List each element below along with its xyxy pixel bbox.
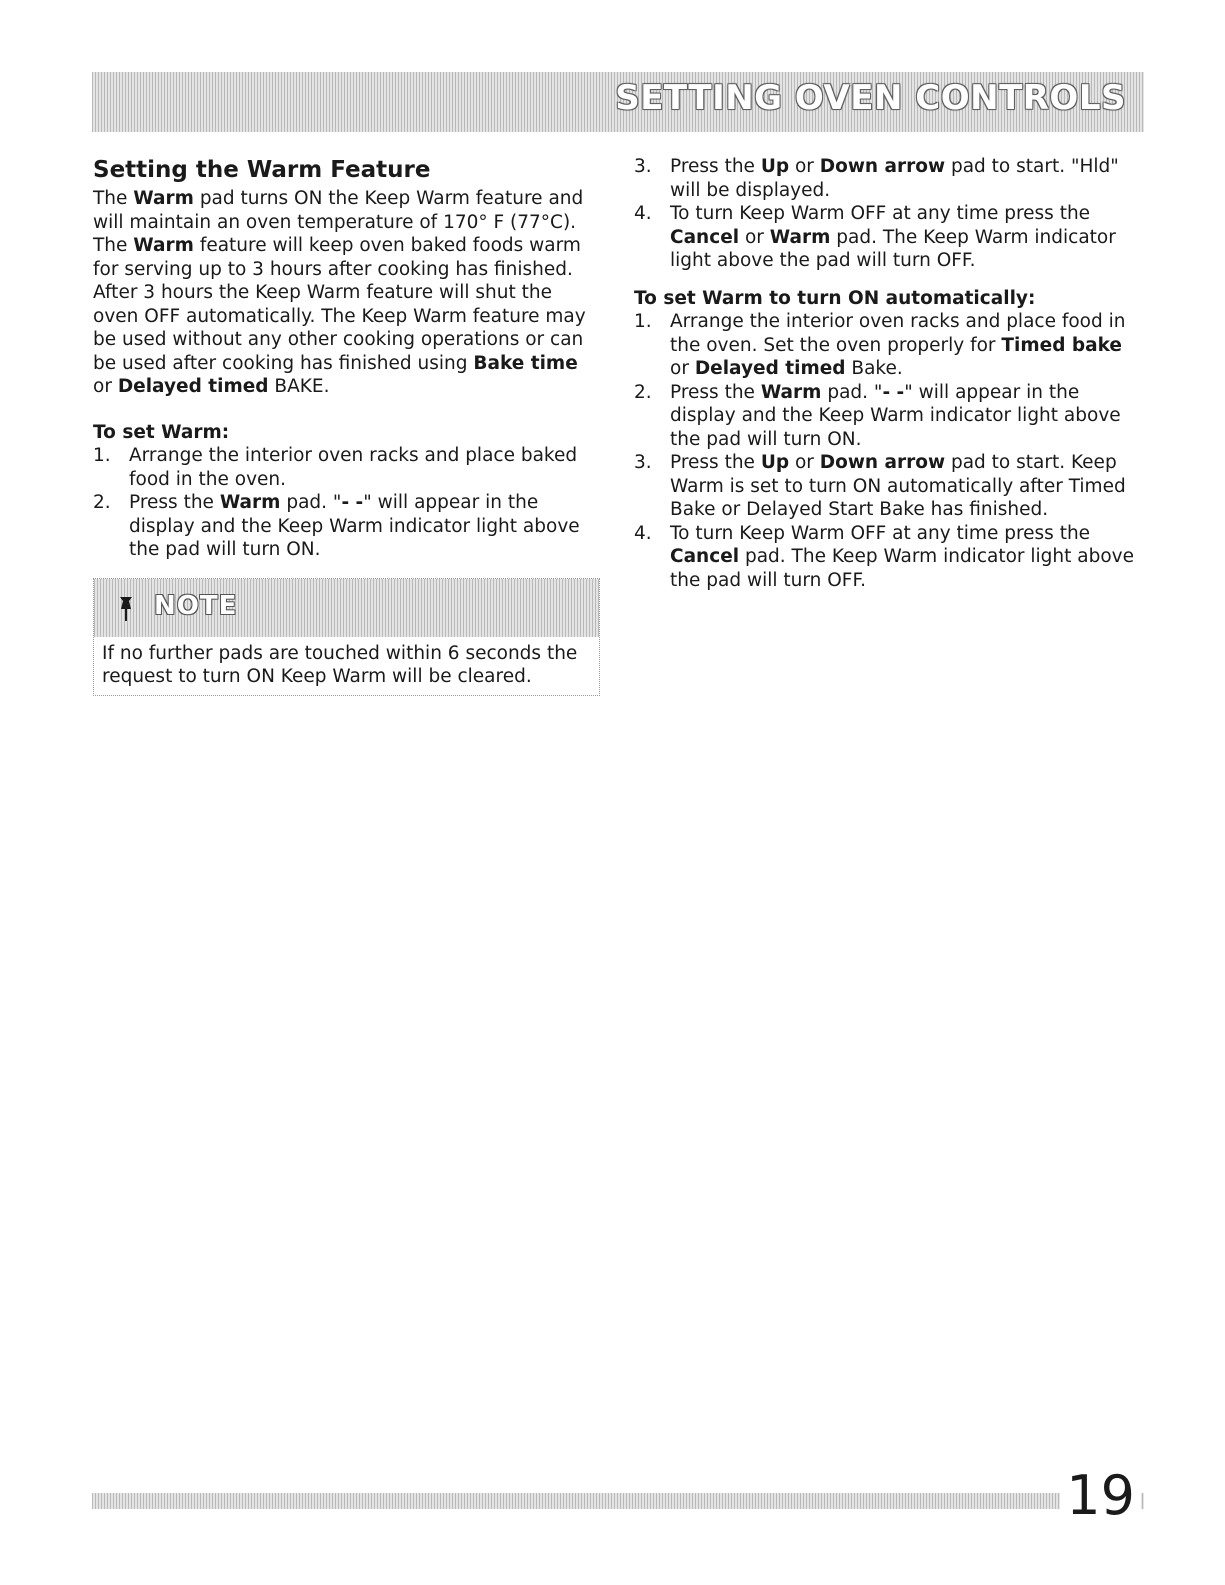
step-item: 2. Press the Warm pad. "- -" will appear in the display and the Keep Warm indicator light above the pad will turn ON.	[634, 381, 1121, 450]
steps-continued	[634, 155, 1146, 273]
note-box	[93, 578, 600, 696]
bold-term: Up	[760, 452, 790, 473]
header-band	[92, 72, 1144, 132]
step-number: 4.	[634, 203, 652, 224]
bold-term: Delayed timed	[694, 358, 846, 379]
step-number: 1.	[93, 445, 111, 466]
step-item: 2. Press the Warm pad. "- -" will appear in the display and the Keep Warm indicator light above the pad will turn ON.	[93, 492, 580, 560]
subheading-set-warm: To set Warm:	[93, 421, 230, 443]
step-number: 1.	[634, 311, 652, 332]
step-item: 4. To turn Keep Warm OFF at any time press the Cancel pad. The Keep Warm indicator light above the pad will turn OFF.	[634, 522, 1134, 591]
bold-term: Cancel	[670, 226, 740, 248]
bold-term: - -	[341, 492, 364, 513]
bold-term: Warm	[219, 492, 281, 513]
note-label: NOTE	[154, 590, 238, 621]
bold-term: - -	[882, 381, 905, 403]
bold-term: Bake time	[473, 352, 578, 374]
right-column	[634, 155, 1146, 592]
step-number: 2.	[93, 492, 111, 513]
bold-term: Down arrow	[819, 452, 946, 473]
pushpin-icon	[116, 595, 136, 623]
step-item: 4. To turn Keep Warm OFF at any time press the Cancel or Warm pad. The Keep Warm indicator light above the pad will turn OFF.	[634, 203, 1116, 271]
bold-term: Delayed timed	[117, 376, 269, 397]
page-header-title: SETTING OVEN CONTROLS	[615, 78, 1126, 118]
step-number: 3.	[634, 452, 652, 473]
step-item: 3. Press the Up or Down arrow pad to start. Keep Warm is set to turn ON automatically after Timed Bake or Delayed Start Bake has finished.	[634, 452, 1126, 520]
bold-term: Warm	[133, 235, 194, 256]
steps-set-warm	[93, 444, 598, 562]
step-number: 2.	[634, 381, 652, 403]
page-number: 19	[1060, 1466, 1141, 1526]
step-item: 3. Press the Up or Down arrow pad to start. "Hld" will be displayed.	[634, 156, 1119, 201]
bold-term: Warm	[760, 381, 822, 403]
bold-term: Cancel	[670, 546, 740, 567]
note-text: If no further pads are touched within 6 seconds the request to turn ON Keep Warm will be cleared.	[102, 642, 578, 687]
note-header	[94, 579, 599, 637]
steps-auto-warm	[634, 310, 1146, 592]
footer-band	[92, 1493, 1144, 1509]
subheading-auto-warm: To set Warm to turn ON automatically:	[634, 287, 1036, 309]
left-column	[93, 155, 598, 696]
step-item: 1. Arrange the interior oven racks and place baked food in the oven.	[93, 445, 578, 490]
bold-term: Down arrow	[819, 156, 946, 177]
bold-term: Up	[760, 156, 790, 177]
bold-term: Timed bake	[1001, 334, 1122, 356]
step-number: 3.	[634, 156, 652, 177]
intro-paragraph: The Warm pad turns ON the Keep Warm feature and will maintain an oven temperature of 170° F (77°C). The Warm feature will keep oven baked foods warm for serving up to 3 hours after cooking has finished. After 3 hours the Keep Warm feature will shut the oven OFF automatically. The Keep Warm feature may be used without any other cooking operations or can be used after cooking has finished using Bake time or Delayed timed BAKE.	[93, 188, 586, 397]
bold-term: Warm	[769, 226, 831, 248]
step-number: 4.	[634, 522, 652, 544]
section-title: Setting the Warm Feature	[93, 157, 431, 183]
step-item: 1. Arrange the interior oven racks and place food in the oven. Set the oven properly for Timed bake or Delayed timed Bake.	[634, 311, 1126, 379]
bold-term: Warm	[133, 188, 194, 209]
